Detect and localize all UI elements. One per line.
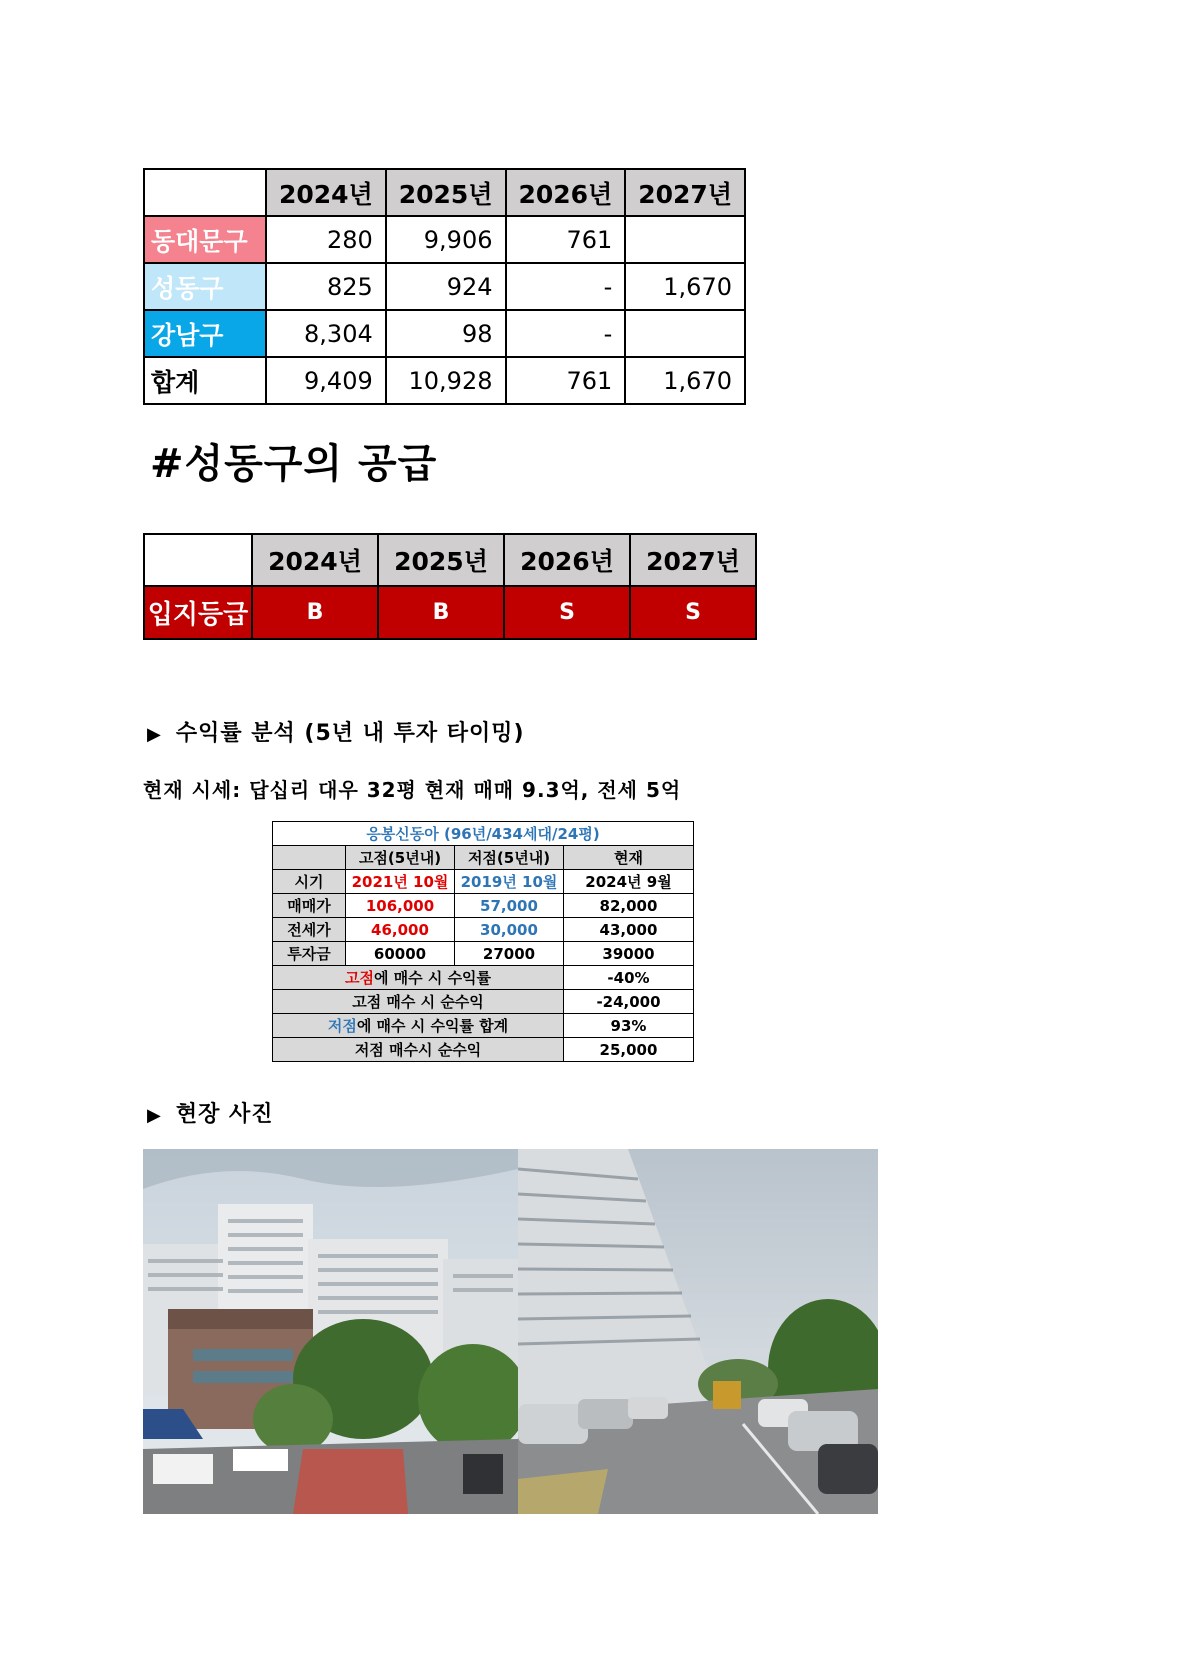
page-heading: #성동구의 공급 xyxy=(150,441,438,487)
now-cell: 39000 xyxy=(564,942,694,966)
supply-cell: 924 xyxy=(386,263,506,310)
high-cell: 106,000 xyxy=(346,894,455,918)
row-label: 전세가 xyxy=(273,918,346,942)
supply-cell: 280 xyxy=(266,216,386,263)
table-row xyxy=(273,894,694,918)
supply-cell xyxy=(625,310,745,357)
table-row xyxy=(273,870,694,894)
summary-value: 93% xyxy=(564,1014,694,1038)
row-label: 매매가 xyxy=(273,894,346,918)
summary-text: 고점 매수 시 순수익 xyxy=(352,993,484,1011)
summary-prefix: 저점 xyxy=(327,1017,357,1035)
supply-table xyxy=(143,168,746,405)
now-cell: 82,000 xyxy=(564,894,694,918)
supply-cell: - xyxy=(506,310,626,357)
analysis-header-row xyxy=(273,846,694,870)
corner-cell xyxy=(144,169,266,216)
supply-header-row xyxy=(144,169,745,216)
summary-text: 저점 매수시 순수익 xyxy=(354,1041,482,1059)
total-cell: 10,928 xyxy=(386,357,506,404)
summary-label xyxy=(273,1014,564,1038)
supply-cell: 761 xyxy=(506,216,626,263)
high-cell: 46,000 xyxy=(346,918,455,942)
summary-value: -24,000 xyxy=(564,990,694,1014)
total-row xyxy=(144,357,745,404)
summary-text: 에 매수 시 수익률 합계 xyxy=(356,1017,509,1035)
parking-lot-photo-illustration xyxy=(518,1149,878,1514)
total-cell: 9,409 xyxy=(266,357,386,404)
year-header: 2025년 xyxy=(378,534,504,586)
table-row xyxy=(144,216,745,263)
section-site-photos xyxy=(147,1097,274,1128)
corner-cell xyxy=(144,534,252,586)
now-cell: 2024년 9월 xyxy=(564,870,694,894)
district-label: 강남구 xyxy=(144,310,266,357)
grade-table xyxy=(143,533,757,640)
section-profit-analysis xyxy=(147,716,525,747)
year-header: 2027년 xyxy=(625,169,745,216)
site-photo-right xyxy=(518,1149,878,1514)
total-cell: 1,670 xyxy=(625,357,745,404)
current-price-line: 현재 시세: 답십리 대우 32평 현재 매매 9.3억, 전세 5억 xyxy=(143,778,682,802)
col-header: 고점(5년내) xyxy=(346,846,455,870)
summary-text: 에 매수 시 수익률 xyxy=(373,969,492,987)
year-header: 2027년 xyxy=(630,534,756,586)
grade-cell: S xyxy=(630,586,756,639)
supply-cell: 8,304 xyxy=(266,310,386,357)
section-title: 현장 사진 xyxy=(175,1102,274,1127)
supply-cell: 98 xyxy=(386,310,506,357)
grade-cell: B xyxy=(252,586,378,639)
triangle-bullet-icon: ▶ xyxy=(147,724,162,745)
year-header: 2024년 xyxy=(252,534,378,586)
summary-value: -40% xyxy=(564,966,694,990)
summary-row xyxy=(273,966,694,990)
district-label: 성동구 xyxy=(144,263,266,310)
grade-cell: B xyxy=(378,586,504,639)
grade-label: 입지등급 xyxy=(144,586,252,639)
year-header: 2026년 xyxy=(504,534,630,586)
supply-cell: - xyxy=(506,263,626,310)
low-cell: 57,000 xyxy=(455,894,564,918)
table-row xyxy=(144,263,745,310)
triangle-bullet-icon: ▶ xyxy=(147,1105,162,1126)
total-label: 합계 xyxy=(144,357,266,404)
table-row xyxy=(273,918,694,942)
summary-label xyxy=(273,966,564,990)
table-row xyxy=(273,942,694,966)
low-cell: 2019년 10월 xyxy=(455,870,564,894)
grade-cell: S xyxy=(504,586,630,639)
apartment-photo-illustration xyxy=(143,1149,518,1514)
supply-cell: 9,906 xyxy=(386,216,506,263)
low-cell: 27000 xyxy=(455,942,564,966)
high-cell: 60000 xyxy=(346,942,455,966)
total-cell: 761 xyxy=(506,357,626,404)
summary-row xyxy=(273,1014,694,1038)
site-photo-left xyxy=(143,1149,518,1514)
district-label: 동대문구 xyxy=(144,216,266,263)
summary-label xyxy=(273,1038,564,1062)
high-cell: 2021년 10월 xyxy=(346,870,455,894)
corner-cell xyxy=(273,846,346,870)
supply-cell: 1,670 xyxy=(625,263,745,310)
now-cell: 43,000 xyxy=(564,918,694,942)
summary-prefix: 고점 xyxy=(344,969,374,987)
grade-row xyxy=(144,586,756,639)
year-header: 2025년 xyxy=(386,169,506,216)
supply-cell xyxy=(625,216,745,263)
row-label: 투자금 xyxy=(273,942,346,966)
grade-header-row xyxy=(144,534,756,586)
supply-cell: 825 xyxy=(266,263,386,310)
summary-value: 25,000 xyxy=(564,1038,694,1062)
table-row xyxy=(144,310,745,357)
year-header: 2024년 xyxy=(266,169,386,216)
col-header: 현재 xyxy=(564,846,694,870)
year-header: 2026년 xyxy=(506,169,626,216)
low-cell: 30,000 xyxy=(455,918,564,942)
summary-row xyxy=(273,1038,694,1062)
analysis-title: 응봉신동아 (96년/434세대/24평) xyxy=(273,822,694,846)
analysis-title-row xyxy=(273,822,694,846)
row-label: 시기 xyxy=(273,870,346,894)
summary-row xyxy=(273,990,694,1014)
section-title: 수익률 분석 (5년 내 투자 타이밍) xyxy=(175,721,525,746)
summary-label xyxy=(273,990,564,1014)
col-header: 저점(5년내) xyxy=(455,846,564,870)
analysis-table xyxy=(272,821,694,1062)
